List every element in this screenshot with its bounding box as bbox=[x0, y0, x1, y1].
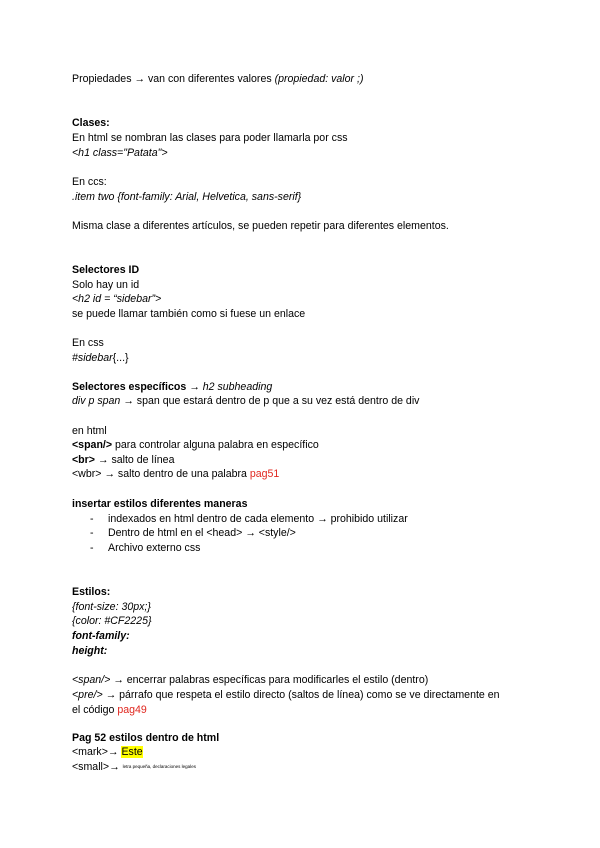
id-line-2: <h2 id = “sidebar”> bbox=[72, 293, 162, 305]
estilos-item: font-family: bbox=[72, 630, 130, 642]
small-example: letra pequeña, declaraciones legales bbox=[122, 764, 196, 770]
estilos-item: {font-size: 30px;} bbox=[72, 601, 151, 613]
properties-line: Propiedades → van con diferentes valores (propiedad: valor ;) bbox=[72, 73, 364, 85]
id-line-3: se puede llamar también como si fuese un enlace bbox=[72, 308, 306, 320]
span-line: <span/> para controlar alguna palabra en específico bbox=[72, 439, 319, 451]
pre-line-2: el código pag49 bbox=[72, 704, 147, 716]
clases-heading: Clases: bbox=[72, 117, 110, 129]
id-line-1: Solo hay un id bbox=[72, 279, 140, 291]
clases-line-1: En html se nombran las clases para poder llamarla por css bbox=[72, 132, 348, 144]
misma-clase-line: Misma clase a diferentes artículos, se pueden repetir para diferentes elementos. bbox=[72, 220, 449, 232]
html-label: en html bbox=[72, 425, 107, 437]
span2-line: <span/> → encerrar palabras específicas para modificarles el estilo (dentro) bbox=[72, 674, 429, 686]
bullet-dash: - bbox=[90, 527, 94, 539]
id-heading: Selectores ID bbox=[72, 264, 140, 276]
css-label: En ccs: bbox=[72, 176, 107, 188]
wbr-line: <wbr> → salto dentro de una palabra pag51 bbox=[72, 468, 280, 480]
especificos-heading: Selectores específicos → h2 subheading bbox=[72, 381, 273, 393]
page-reference: pag51 bbox=[249, 468, 280, 480]
pre-line: <pre/> → párrafo que respeta el estilo directo (saltos de línea) como se ve directamente en bbox=[72, 689, 500, 701]
id-css-label: En css bbox=[72, 337, 104, 349]
insertar-heading: insertar estilos diferentes maneras bbox=[72, 498, 248, 510]
id-css-code: #sidebar{...} bbox=[72, 352, 129, 364]
highlighted-example: Este bbox=[121, 746, 143, 758]
css-code: .item two {font-family: Arial, Helvetica, sans-serif} bbox=[72, 191, 302, 203]
clases-line-2: <h1 class="Patata"> bbox=[72, 147, 168, 159]
page-reference: pag49 bbox=[117, 704, 147, 716]
estilos-item: {color: #CF2225} bbox=[72, 615, 152, 627]
pag52-heading: Pag 52 estilos dentro de html bbox=[72, 732, 220, 744]
especificos-line-1: div p span → span que estará dentro de p que a su vez está dentro de div bbox=[72, 395, 420, 407]
bullet-item: Archivo externo css bbox=[108, 542, 201, 554]
bullet-dash: - bbox=[90, 513, 94, 525]
bullet-item: Dentro de html en el <head> → <style/> bbox=[108, 527, 296, 539]
small-line: <small>→ letra pequeña, declaraciones legales bbox=[72, 761, 196, 773]
estilos-item: height: bbox=[72, 645, 108, 657]
br-line: <br> → salto de línea bbox=[72, 454, 175, 466]
mark-line: <mark>→ Este bbox=[72, 746, 143, 758]
bullet-item: indexados en html dentro de cada elemento → prohibido utilizar bbox=[108, 513, 408, 525]
estilos-heading: Estilos: bbox=[72, 586, 111, 598]
bullet-dash: - bbox=[90, 542, 94, 554]
